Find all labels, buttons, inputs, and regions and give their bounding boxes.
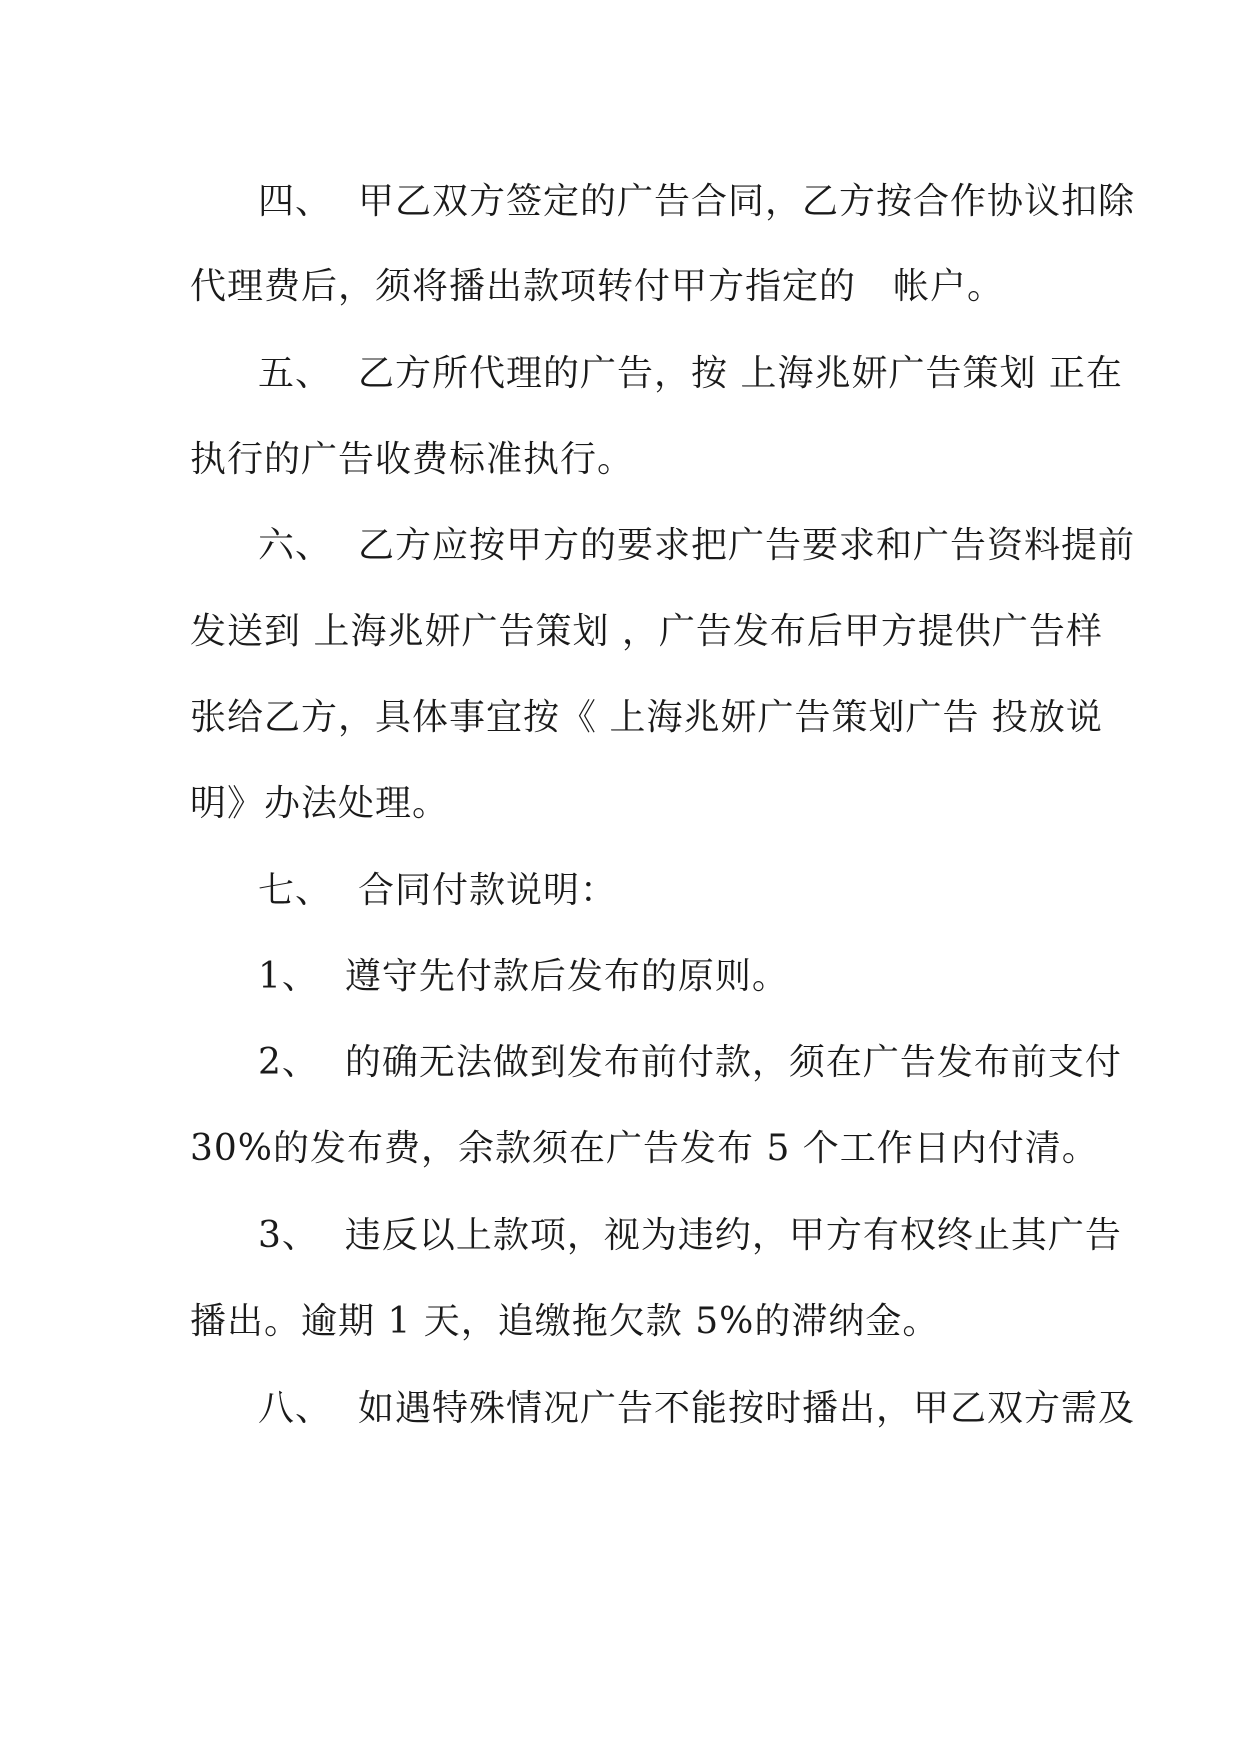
clause-text: 明》办法处理。 — [190, 783, 450, 824]
payment-item-2-line-2 — [190, 1127, 1099, 1171]
clause-text: 甲乙双方签定的广告合同，乙方按合作协议扣除 — [358, 181, 1136, 222]
clause-text: 如遇特殊情况广告不能按时播出，甲乙双方需及 — [358, 1388, 1136, 1429]
payment-item-2-line-1 — [258, 1041, 1122, 1085]
item-text: 的确无法做到发布前付款，须在广告发布前支付 — [344, 1042, 1122, 1083]
clause-6-line-2 — [190, 610, 1103, 654]
item-marker: 1、 — [258, 956, 319, 997]
clause-marker: 四、 — [258, 181, 333, 222]
clause-marker: 七、 — [258, 870, 333, 911]
clause-marker: 八、 — [258, 1388, 333, 1429]
clause-6-line-1 — [258, 524, 1135, 568]
clause-5-line-1 — [258, 352, 1123, 396]
clause-text: 合同付款说明： — [358, 870, 618, 911]
payment-item-3-line-2 — [190, 1300, 939, 1344]
clause-marker: 五、 — [258, 353, 333, 394]
clause-text: 发送到 上海兆妍广告策划 ，广告发布后甲方提供广告样 — [190, 611, 1103, 652]
clause-6-line-3 — [190, 696, 1103, 740]
item-text: 播出。逾期 1 天，追缴拖欠款 5%的滞纳金。 — [190, 1301, 940, 1342]
item-marker: 3、 — [258, 1215, 319, 1256]
clause-text: 执行的广告收费标准执行。 — [190, 439, 635, 480]
clause-text: 乙方应按甲方的要求把广告要求和广告资料提前 — [358, 525, 1136, 566]
clause-text: 代理费后，须将播出款项转付甲方指定的 帐户。 — [190, 266, 1005, 307]
clause-4-line-1 — [258, 180, 1135, 224]
item-text: 30%的发布费，余款须在广告发布 5 个工作日内付清。 — [190, 1128, 1099, 1169]
clause-6-line-4 — [190, 782, 449, 826]
clause-text: 乙方所代理的广告，按 上海兆妍广告策划 正在 — [358, 353, 1123, 394]
item-marker: 2、 — [258, 1042, 319, 1083]
clause-7-heading — [258, 869, 617, 913]
clause-marker: 六、 — [258, 525, 333, 566]
clause-8-line-1 — [258, 1387, 1135, 1431]
clause-5-line-2 — [190, 438, 634, 482]
item-text: 违反以上款项，视为违约，甲方有权终止其广告 — [344, 1215, 1122, 1256]
payment-item-1 — [258, 955, 789, 999]
payment-item-3-line-1 — [258, 1214, 1122, 1258]
clause-text: 张给乙方，具体事宜按《 上海兆妍广告策划广告 投放说 — [190, 697, 1103, 738]
clause-4-line-2 — [190, 265, 1004, 309]
item-text: 遵守先付款后发布的原则。 — [344, 956, 789, 997]
